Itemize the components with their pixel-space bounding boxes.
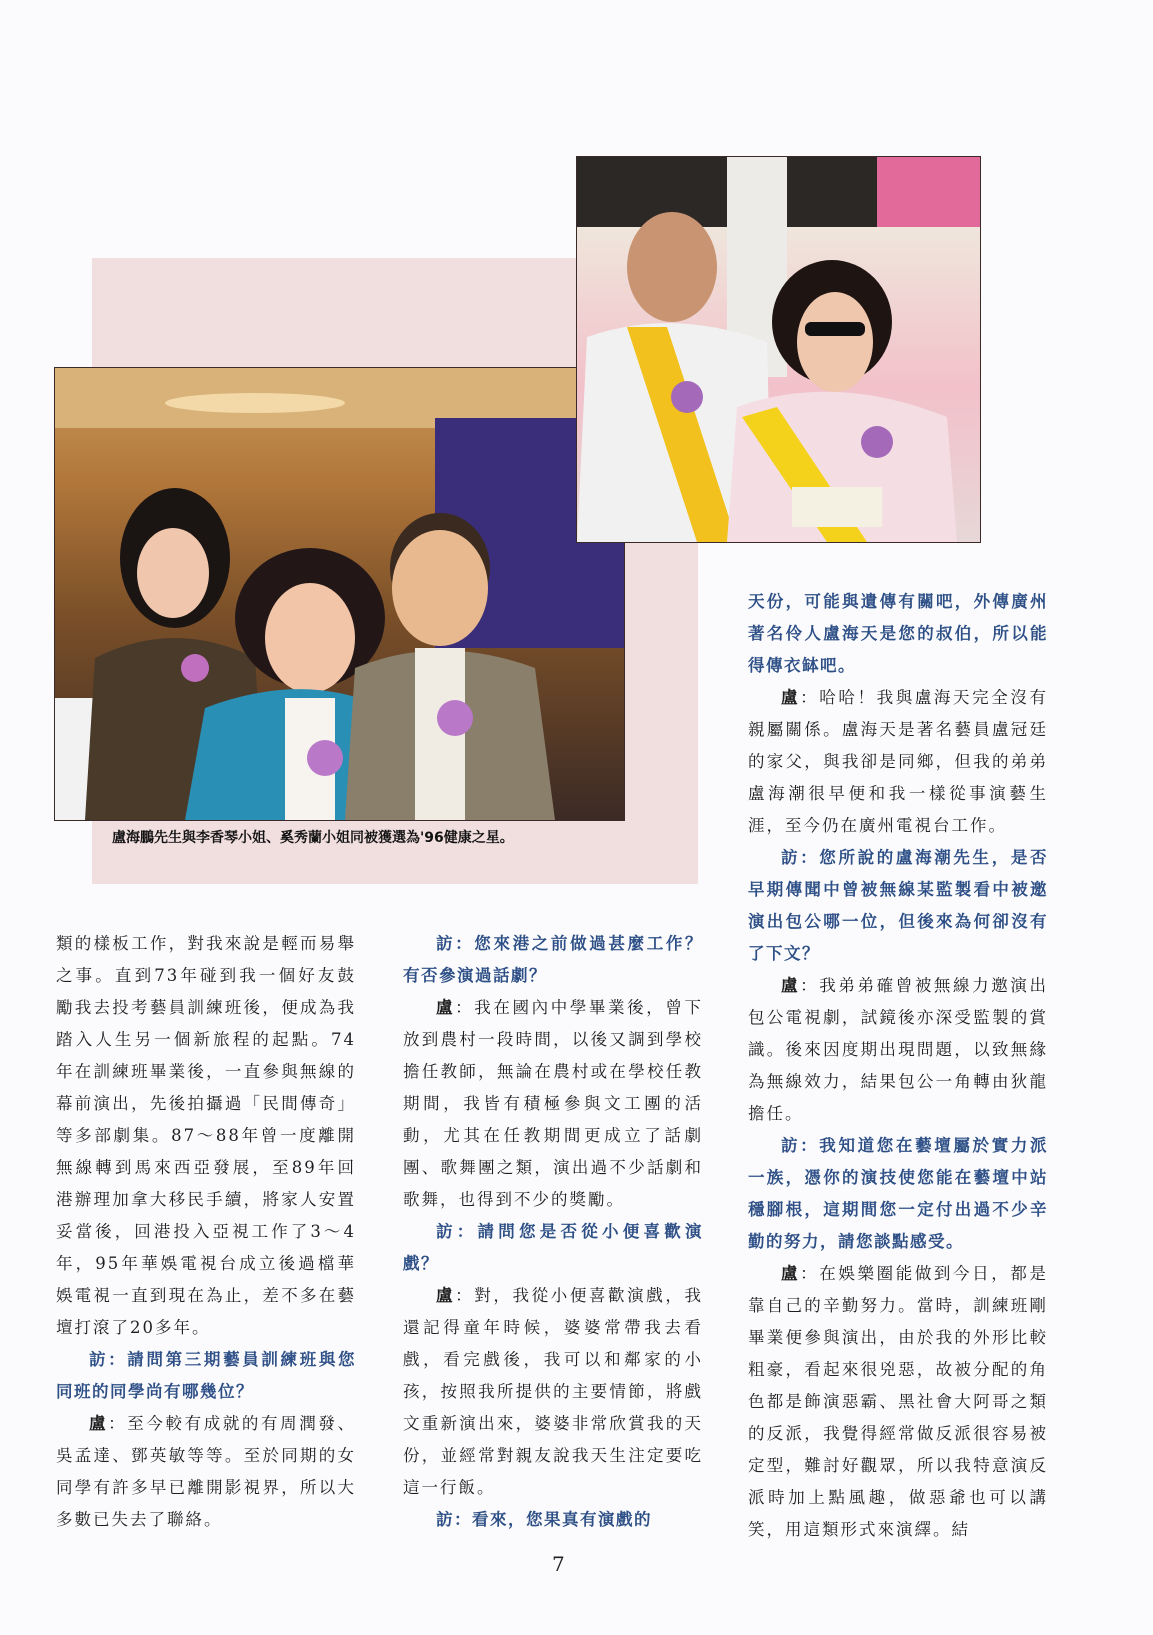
answer-text: ：我弟弟確曾被無線力邀演出包公電視劇，試鏡後亦深受監製的賞識。後來因度期出現問題，以致無緣為無線效力，結果包公一角轉由狄龍擔任。 (748, 976, 1049, 1123)
interviewer-question: 訪：看來，您果真有演戲的 (436, 1510, 652, 1529)
photo-caption: 盧海鵬先生與李香琴小姐、奚秀蘭小姐同被獲選為'96健康之星。 (112, 830, 514, 846)
article-column-middle (403, 928, 703, 1536)
interviewee-answer (748, 682, 1048, 842)
speaker-label: 盧 (781, 688, 801, 707)
interviewer-question: 天份，可能與遺傳有關吧，外傳廣州著名伶人盧海天是您的叔伯，所以能得傳衣缽吧。 (748, 592, 1048, 675)
answer-text: ：哈哈！我與盧海天完全沒有親屬關係。盧海天是著名藝員盧冠廷的家父，與我卻是同鄉，但我的弟弟盧海潮很早便和我一樣從事演藝生涯，至今仍在廣州電視台工作。 (748, 688, 1049, 835)
answer-text: ：在娛樂圈能做到今日，都是靠自己的辛勤努力。當時，訓練班剛畢業便參與演出，由於我的外形比較粗豪，看起來很兇惡，故被分配的角色都是飾演惡霸、黑社會大阿哥之類的反派，我覺得經常做反派很容易被定型，難討好觀眾，所以我特意演反派時加上點風趣，做惡爺也可以講笑，用這類形式來演繹。結 (748, 1264, 1049, 1539)
article-column-left (56, 928, 356, 1536)
answer-text: ：至今較有成就的有周潤發、吳孟達、鄧英敏等等。至於同期的女同學有許多早已離開影視界，所以大多數已失去了聯絡。 (56, 1414, 357, 1529)
interviewer-question: 訪：我知道您在藝壇屬於實力派一族，憑你的演技使您能在藝壇中站穩腳根，這期間您一定付出過不少辛勤的努力，請您談點感受。 (748, 1136, 1048, 1251)
page-number: 7 (552, 1552, 565, 1576)
interviewee-answer (403, 1280, 703, 1504)
answer-text: ：我在國內中學畢業後，曾下放到農村一段時間，以後又調到學校擔任教師，無論在農村或在學校任教期間，我皆有積極參與文工團的活動，尤其在任教期間更成立了話劇團、歌舞團之類，演出過不少話劇和歌舞，也得到不少的獎勵。 (403, 998, 704, 1209)
body-paragraph: 類的樣板工作，對我來說是輕而易舉之事。直到73年碰到我一個好友鼓勵我去投考藝員訓練班後，便成為我踏入人生另一個新旅程的起點。74年在訓練班畢業後，一直參與無線的幕前演出，先後拍攝過「民間傳奇」等多部劇集。87～88年曾一度離開無線轉到馬來西亞發展，至89年回港辦理加拿大移民手續，將家人安置妥當後，回港投入亞視工作了3～4年，95年華娛電視台成立後過檔華娛電視一直到現在為止，差不多在藝壇打滾了20多年。 (56, 934, 356, 1337)
interviewer-question: 訪：您所說的盧海潮先生，是否早期傳聞中曾被無線某監製看中被邀演出包公哪一位，但後來為何卻沒有了下文？ (748, 848, 1048, 963)
interviewer-question: 訪：請問您是否從小便喜歡演戲？ (403, 1222, 703, 1273)
interviewer-question: 訪：請問第三期藝員訓練班與您同班的同學尚有哪幾位？ (56, 1350, 356, 1401)
interviewee-answer (56, 1408, 356, 1536)
interviewer-question: 訪：您來港之前做過甚麼工作？有否參演過話劇？ (403, 934, 703, 985)
health-star-street-photo (576, 156, 981, 543)
speaker-label: 盧 (436, 998, 456, 1017)
award-ceremony-photo (54, 367, 625, 821)
speaker-label: 盧 (436, 1286, 456, 1305)
interviewee-answer (403, 992, 703, 1216)
speaker-label: 盧 (781, 976, 801, 995)
interviewee-answer (748, 970, 1048, 1130)
speaker-label: 盧 (781, 1264, 801, 1283)
interviewee-answer (748, 1258, 1048, 1546)
article-column-right (748, 586, 1048, 1546)
speaker-label: 盧 (89, 1414, 109, 1433)
answer-text: ：對，我從小便喜歡演戲，我還記得童年時候，婆婆常帶我去看戲，看完戲後，我可以和鄰家的小孩，按照我所提供的主要情節，將戲文重新演出來，婆婆非常欣賞我的天份，並經常對親友說我天生注定要吃這一行飯。 (403, 1286, 704, 1497)
